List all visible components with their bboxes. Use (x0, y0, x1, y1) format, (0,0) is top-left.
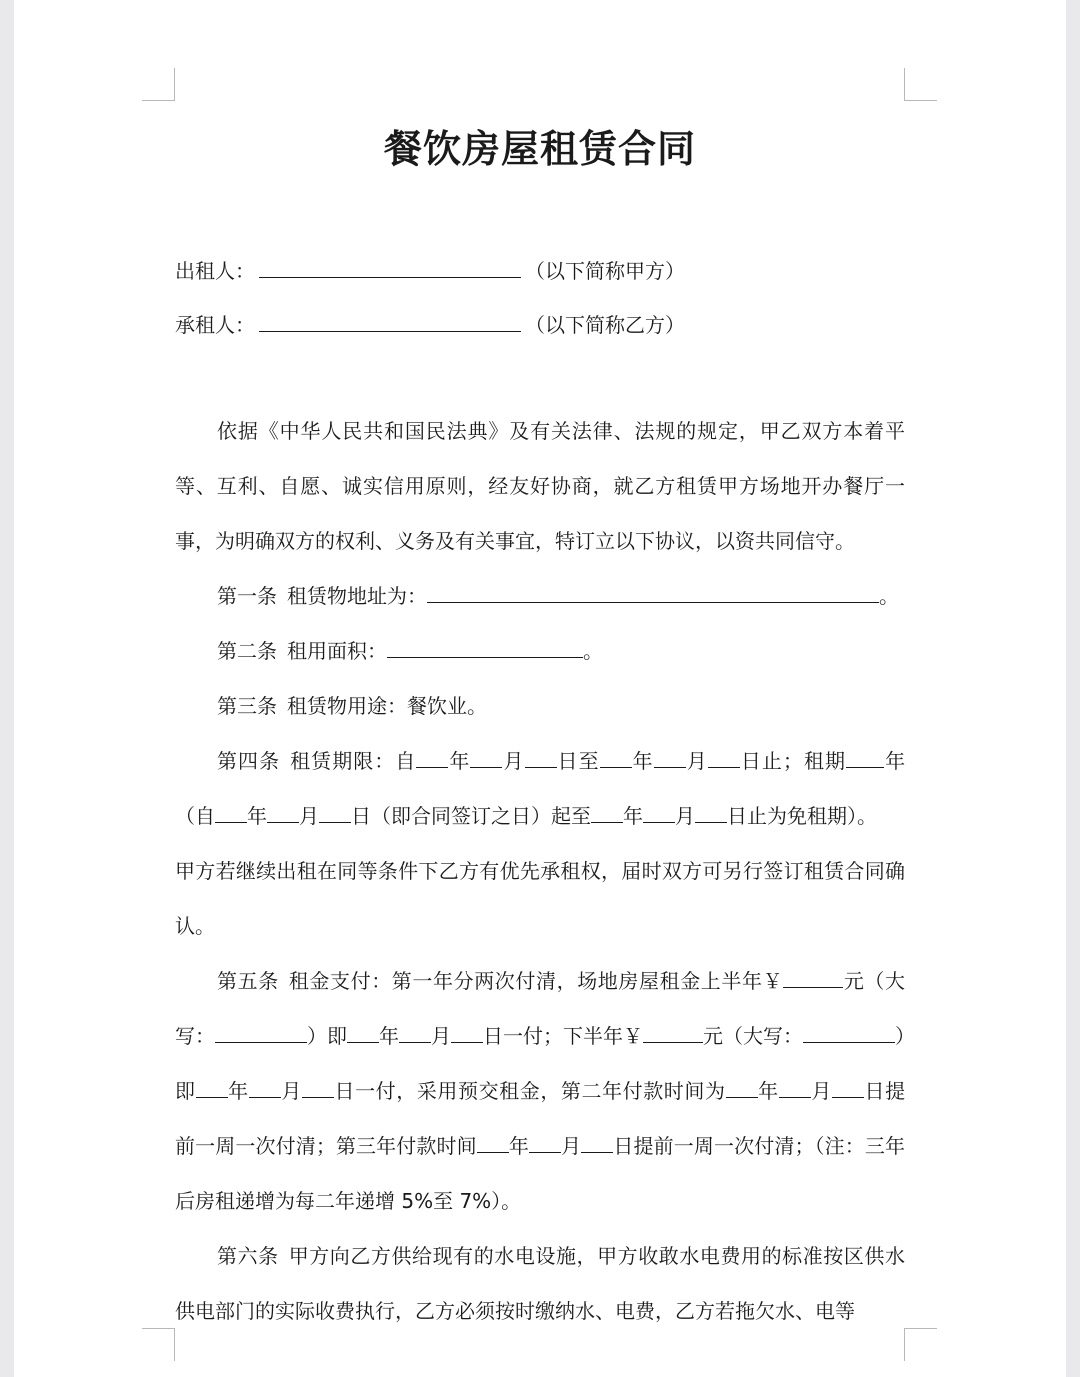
blank-field[interactable] (643, 804, 675, 823)
blank-field[interactable] (302, 1079, 334, 1098)
margin-corner-bottom-right (904, 1328, 937, 1361)
lessor-line (175, 255, 685, 284)
lessor-label: 出租人： (175, 259, 255, 283)
article-6-number: 第六条 (217, 1244, 279, 1268)
article-6-text: 甲方向乙方供给现有的水电设施，甲方收敢水电费用的标准按区供水供电部门的实际收费执行，乙方必须按时缴纳水、电费，乙方若拖欠水、电等 (175, 1244, 905, 1323)
blank-field[interactable] (600, 749, 632, 768)
blank-field[interactable] (779, 1079, 811, 1098)
margin-corner-top-right (904, 68, 937, 101)
blank-field[interactable] (846, 749, 884, 768)
blank-field[interactable] (416, 749, 448, 768)
blank-field[interactable] (319, 804, 351, 823)
article-6 (175, 1229, 905, 1339)
article-1-text: 租赁物地址为： (287, 584, 427, 608)
blank-field[interactable] (525, 749, 557, 768)
lessee-label: 承租人： (175, 313, 255, 337)
article-1-number: 第一条 (217, 584, 277, 608)
article-3-number: 第三条 (217, 694, 277, 718)
article-1 (175, 569, 905, 624)
blank-field[interactable] (643, 1024, 703, 1043)
blank-field[interactable] (708, 749, 740, 768)
article-4-continued: 甲方若继续出租在同等条件下乙方有优先承租权，届时双方可另行签订租赁合同确认。 (175, 859, 905, 938)
blank-field[interactable] (726, 1079, 758, 1098)
article-4: 第四条 租赁期限：自 年 月 日至 年 月 日止；租期 年（自 年 月 日（即合同签订之日）起至 年 月 日止为免租期）。 (175, 749, 906, 828)
article-2-end: 。 (583, 639, 603, 663)
blank-field[interactable] (451, 1024, 483, 1043)
article-5-number: 第五条 (217, 969, 279, 993)
article-1-end: 。 (879, 584, 899, 608)
blank-field[interactable] (832, 1079, 864, 1098)
margin-corner-bottom-left (142, 1328, 175, 1361)
page-title: 餐饮房屋租赁合同 (383, 127, 696, 171)
margin-corner-top-left (142, 68, 175, 101)
preamble-paragraph: 依据《中华人民共和国民法典》及有关法律、法规的规定，甲乙双方本着平等、互利、自愿、诚实信用原则，经友好协商，就乙方租赁甲方场地开办餐厅一事，为明确双方的权利、义务及有关事宜，特订立以下协议，以资共同信守。 (175, 419, 905, 553)
blank-field[interactable] (470, 749, 502, 768)
blank-field[interactable] (591, 804, 623, 823)
article-4-number: 第四条 (217, 749, 281, 773)
blank-field[interactable] (347, 1024, 379, 1043)
lessee-name-field[interactable] (259, 311, 521, 332)
blank-field[interactable] (267, 804, 299, 823)
blank-field[interactable] (477, 1134, 509, 1153)
blank-field[interactable] (529, 1134, 561, 1153)
lessor-name-field[interactable] (259, 257, 521, 278)
blank-field[interactable] (399, 1024, 431, 1043)
article-5: 第五条 租金支付：第一年分两次付清，场地房屋租金上半年￥ 元（大写： ）即 年 月 日一付；下半年￥ 元（大写： ）即 年 月 日一付，采用预交租金，第二年付款时间为 年 月 日提前一周一次付清；第三年付款时间 年 月 日提前一周一次付清；（注：三年后房租递增为每二年递增 5%至 7%）。 (175, 969, 906, 1213)
blank-field[interactable] (249, 1079, 281, 1098)
blank-field[interactable] (803, 1024, 895, 1043)
article-3 (175, 679, 905, 734)
article-2-number: 第二条 (217, 639, 277, 663)
article-2 (175, 624, 905, 679)
article-2-text: 租用面积： (287, 639, 387, 663)
document-page (14, 0, 1066, 1377)
area-field[interactable] (387, 639, 583, 658)
blank-field[interactable] (215, 1024, 307, 1043)
contract-body (175, 404, 905, 1339)
lessor-note: （以下简称甲方） (525, 259, 685, 283)
blank-field[interactable] (581, 1134, 613, 1153)
blank-field[interactable] (783, 969, 843, 988)
blank-field[interactable] (196, 1079, 228, 1098)
blank-field[interactable] (695, 804, 727, 823)
lessee-line (175, 309, 685, 338)
lessee-note: （以下简称乙方） (525, 313, 685, 337)
address-field[interactable] (427, 584, 879, 603)
blank-field[interactable] (654, 749, 686, 768)
blank-field[interactable] (215, 804, 247, 823)
article-3-text: 租赁物用途：餐饮业。 (287, 694, 487, 718)
